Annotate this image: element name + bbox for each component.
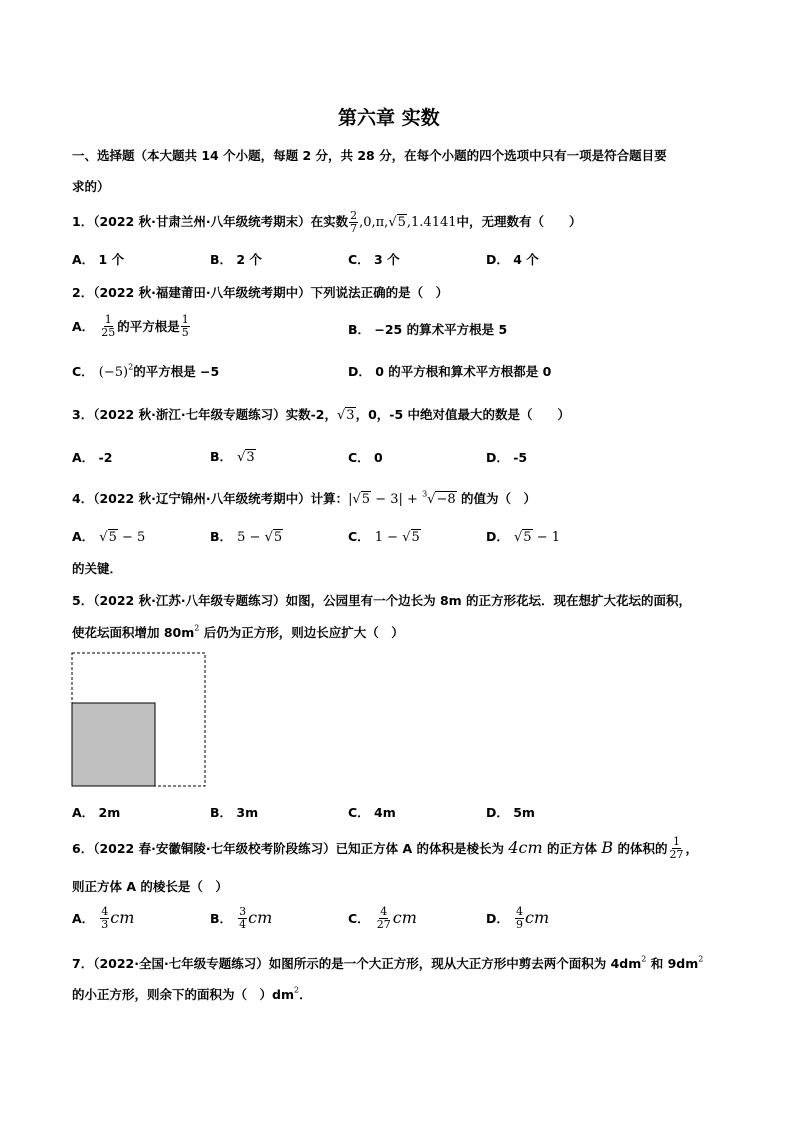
fraction-numerator: 4: [515, 905, 523, 918]
fraction-numerator: 3: [239, 905, 247, 918]
question-5-line2: [72, 622, 404, 641]
option-label: B．: [210, 911, 233, 926]
option-b[interactable]: [210, 906, 272, 931]
absolute-value-bar: |: [398, 492, 403, 507]
option-d[interactable]: D． 5m: [486, 805, 535, 820]
stray-text: 的关键．: [72, 561, 123, 576]
radical-sign: √: [336, 408, 346, 423]
expr-head: 1 −: [374, 530, 403, 545]
option-c[interactable]: C． 0: [348, 450, 383, 465]
fraction-denominator: 4: [239, 918, 247, 931]
radicand: 5: [273, 530, 283, 545]
power-base: (−5): [98, 365, 129, 380]
option-d[interactable]: [486, 526, 560, 545]
radicand: 3: [346, 408, 355, 423]
option-label: D．: [486, 529, 509, 544]
exponent: 2: [128, 362, 134, 372]
question-3-stem: [72, 404, 570, 423]
radicand: 5: [411, 530, 420, 545]
fraction-denominator: 27: [376, 918, 391, 931]
option-a[interactable]: [72, 526, 145, 545]
original-square-gray: [72, 703, 155, 786]
fraction-numerator: 4: [101, 905, 109, 918]
fraction-numerator: 4: [380, 905, 388, 918]
number-list-a: ,0,π,: [359, 215, 389, 230]
option-b[interactable]: [210, 526, 283, 545]
radicand: 3: [246, 450, 255, 465]
option-d[interactable]: D． 0 的平方根和算术平方根都是 0: [348, 364, 552, 379]
option-c[interactable]: [348, 526, 421, 545]
option-label: A．: [72, 319, 95, 334]
square-flowerbed-figure: [71, 652, 207, 788]
radicand: 5: [361, 492, 371, 507]
option-label: C．: [348, 529, 370, 544]
question-6-mid: 的正方体: [542, 841, 602, 856]
question-4-stem: [72, 488, 536, 507]
option-a[interactable]: [72, 906, 134, 931]
question-3-prefix: 3．（2022 秋·浙江·七年级专题练习）实数-2，: [72, 407, 337, 422]
fraction: [238, 906, 247, 931]
expr-tail: − 5: [117, 530, 146, 545]
exponent: 2: [641, 954, 647, 964]
option-label: B．: [210, 449, 233, 464]
fraction: [181, 314, 190, 339]
radicand: 5: [523, 530, 532, 545]
fraction: [376, 906, 392, 931]
option-a[interactable]: A． 1 个: [72, 252, 125, 267]
radicand: −8: [436, 492, 456, 507]
option-label: B．: [210, 529, 233, 544]
radical-sign: √: [427, 492, 436, 507]
option-c[interactable]: [72, 361, 219, 380]
option-label: D．: [486, 911, 509, 926]
unit: cm: [524, 908, 550, 927]
fraction: [100, 906, 109, 931]
fraction-numerator: 1: [672, 835, 680, 848]
cube-b-variable: B: [601, 838, 614, 857]
question-7-text-a: 7．（2022·全国·七年级专题练习）如图所示的是一个大正方形，现从大正方形中剪去两个面积为 4dm: [72, 956, 642, 971]
question-7-text-b: 和 9dm: [646, 956, 699, 971]
radicand: 5: [397, 215, 406, 230]
question-6-stem: [72, 836, 698, 861]
question-1-stem: [72, 210, 582, 235]
fraction-denominator: 25: [101, 326, 116, 339]
option-d[interactable]: [486, 906, 549, 931]
question-4-prefix: 4．（2022 秋·辽宁锦州·八年级统考期中）计算：: [72, 491, 349, 506]
fraction: [515, 906, 524, 931]
radicand: 5: [108, 530, 117, 545]
option-label: A．: [72, 911, 95, 926]
fraction: [349, 210, 358, 235]
expr-head: 5 −: [237, 530, 265, 545]
radical-sign: √: [237, 450, 246, 465]
radical-sign: √: [513, 530, 523, 545]
exponent: 2: [293, 985, 300, 995]
option-b[interactable]: B． 3m: [210, 805, 259, 820]
option-a[interactable]: [72, 314, 191, 339]
fraction-denominator: 5: [181, 326, 189, 339]
question-6-prefix: 6．（2022 春·安徽铜陵·七年级校考阶段练习）已知正方体 A 的体积是棱长为: [72, 841, 509, 856]
option-c[interactable]: [348, 906, 417, 931]
fraction: [100, 314, 116, 339]
option-c[interactable]: C． 3 个: [348, 252, 400, 267]
question-1-suffix: 中，无理数有（ ）: [456, 214, 582, 229]
option-a[interactable]: A． 2m: [72, 805, 121, 820]
question-5-text-a: 使花坛面积增加 80m: [72, 625, 195, 640]
option-label: C．: [72, 364, 94, 379]
expr-tail: − 1: [532, 530, 560, 545]
fraction-denominator: 27: [669, 848, 684, 861]
cube-root-index: 3: [422, 489, 428, 499]
option-a[interactable]: A． -2: [72, 450, 113, 465]
option-b[interactable]: B． −25 的算术平方根是 5: [348, 322, 508, 337]
number-list-b: ,1.4141: [406, 215, 457, 230]
fraction-denominator: 7: [350, 222, 358, 235]
fraction-numerator: 1: [104, 313, 112, 326]
question-2-stem: 2．（2022 秋·福建莆田·八年级统考期中）下列说法正确的是（ ）: [72, 285, 449, 300]
fraction-denominator: 3: [101, 918, 109, 931]
absolute-value-bar: |: [348, 492, 353, 507]
question-7-line1: [72, 953, 703, 972]
fraction-numerator: 1: [181, 313, 189, 326]
radical-sign: √: [402, 530, 411, 545]
unit: cm: [248, 908, 273, 927]
question-5-line1: 5．（2022 秋·江苏·八年级专题练习）如图，公园里有一个边长为 8m 的正方形花坛．现在想扩大花坛的面积，: [72, 593, 692, 608]
page-title: 第六章 实数: [338, 107, 440, 129]
exponent: 2: [698, 954, 704, 964]
radical-sign: √: [264, 530, 273, 545]
option-b[interactable]: [210, 446, 256, 465]
question-6-mid2: 的体积的: [613, 841, 668, 856]
edge-length: 4cm: [508, 838, 543, 857]
option-d[interactable]: D． 4 个: [486, 252, 539, 267]
question-1-prefix: 1．（2022 秋·甘肃兰州·八年级统考期末）在实数: [72, 214, 349, 229]
unit: cm: [110, 908, 135, 927]
question-4-suffix: 的值为（ ）: [456, 491, 536, 506]
question-7-text-d: ．: [299, 987, 312, 1002]
option-text: 的平方根是: [117, 319, 180, 334]
fraction-numerator: 2: [350, 209, 358, 222]
question-3-suffix: ，0，-5 中绝对值最大的数是（ ）: [355, 407, 570, 422]
radical-sign: √: [99, 530, 108, 545]
plus-sign: +: [402, 492, 423, 507]
fraction-denominator: 9: [515, 918, 523, 931]
exponent: 2: [194, 623, 200, 633]
option-label: C．: [348, 911, 370, 926]
fraction: [668, 836, 684, 861]
option-text: 的平方根是 −5: [133, 364, 220, 379]
question-7-text-c: 的小正方形，则余下的面积为（ ）dm: [72, 987, 294, 1002]
option-b[interactable]: B． 2 个: [210, 252, 262, 267]
option-d[interactable]: D． -5: [486, 450, 528, 465]
section-heading-line2: 求的）: [72, 179, 110, 194]
question-7-line2: [72, 984, 312, 1003]
unit: cm: [392, 908, 417, 927]
question-6-line2: 则正方体 A 的棱长是（ ）: [72, 879, 228, 894]
radical-sign: √: [388, 215, 397, 230]
abs-tail: − 3: [371, 492, 399, 507]
section-heading-line1: 一、选择题（本大题共 14 个小题，每题 2 分，共 28 分，在每个小题的四个选项中只有一项是符合题目要: [72, 148, 667, 163]
option-c[interactable]: C． 4m: [348, 805, 396, 820]
option-label: A．: [72, 529, 95, 544]
question-6-tail: ，: [685, 841, 698, 856]
question-5-text-b: 后仍为正方形，则边长应扩大（ ）: [199, 625, 404, 640]
radical-sign: √: [352, 492, 361, 507]
